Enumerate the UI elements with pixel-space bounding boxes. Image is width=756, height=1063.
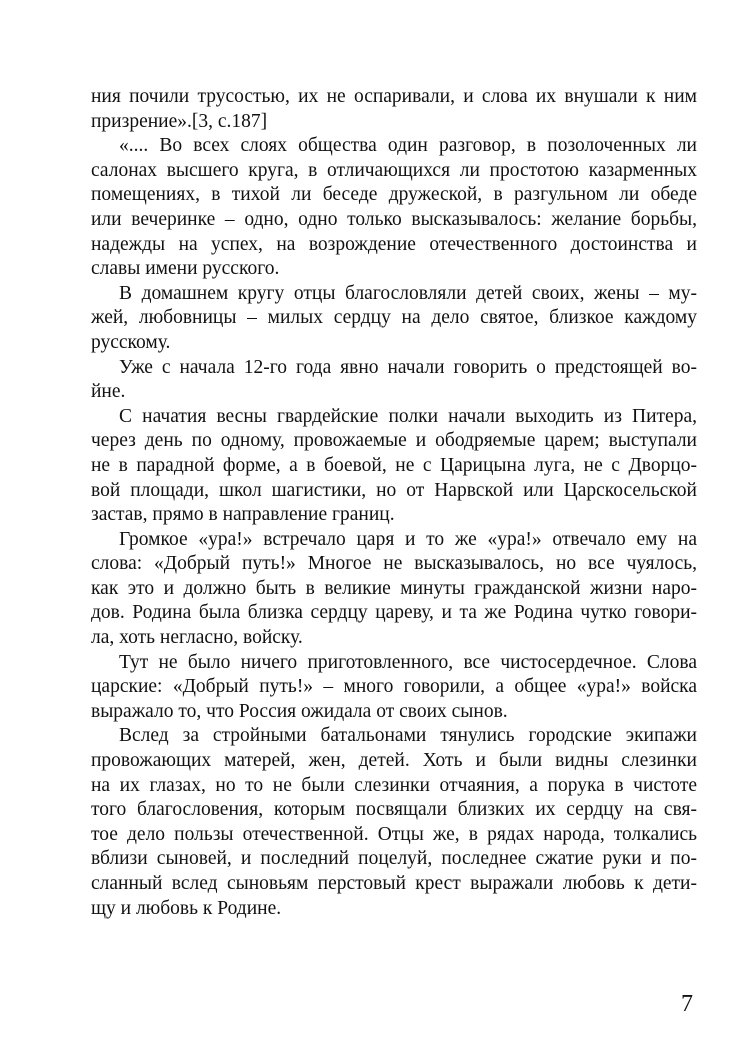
text-line: жей, любовницы – милых сердцу на дело святое, близкое каждому: [91, 307, 697, 329]
text-line: провожающих матерей, жен, детей. Хоть и были видны слезинки: [91, 750, 697, 772]
text-line: щу и любовь к Родине.: [91, 897, 282, 919]
text-line: вой площади, школ шагистики, но от Нарвской или Царскосельской: [91, 479, 697, 501]
text-line: через день по одному, провожаемые и ободряемые царем; выступали: [91, 430, 697, 452]
paragraph: [91, 134, 697, 282]
text-line: на их глазах, но то не были слезинки отчаяния, а порука в чистоте: [91, 774, 697, 796]
text-line: ния почили трусостью, их не оспаривали, и слова их внушали к ним: [91, 86, 697, 107]
paragraph: [91, 282, 697, 356]
text-line: помещениях, в тихой ли беседе дружеской, в разгульном ли обеде: [91, 184, 697, 206]
text-line: вблизи сыновей, и последний поцелуй, последнее сжатие руки и по-: [91, 848, 697, 870]
paragraph: [91, 528, 697, 651]
text-line: славы имени русского.: [91, 258, 280, 280]
paragraph: [91, 724, 697, 921]
text-line: Уже с начала 12-го года явно начали говорить о предстоящей во-: [119, 356, 697, 378]
text-line: царские: «Добрый путь!» – много говорили, а общее «ура!» войска: [91, 676, 697, 698]
paragraph: [91, 356, 697, 405]
text-line: Вслед за стройными батальонами тянулись городские экипажи: [119, 725, 697, 747]
text-line: Громкое «ура!» встречало царя и то же «ура!» отвечало ему на: [119, 528, 697, 550]
text-line: или вечеринке – одно, одно только высказывалось: желание борьбы,: [91, 208, 697, 230]
text-line: ла, хоть негласно, войску.: [91, 627, 303, 649]
text-line: «.... Во всех слоях общества один разговор, в позолоченных ли: [119, 135, 697, 157]
text-line: Тут не было ничего приготовленного, все чистосердечное. Слова: [119, 651, 697, 673]
text-line: призрение».[3, с.187]: [91, 110, 268, 132]
text-line: сланный вслед сыновьям перстовый крест выражали любовь к дети-: [91, 873, 697, 894]
text-line: тое дело пользы отечественной. Отцы же, в рядах народа, толкались: [91, 823, 697, 845]
text-line: слова: «Добрый путь!» Многое не высказывалось, но все чуялось,: [91, 553, 697, 575]
paragraph: [91, 405, 697, 528]
text-line: не в парадной форме, а в боевой, не с Царицына луга, не с Дворцо-: [91, 454, 697, 476]
text-line: С начатия весны гвардейские полки начали выходить из Питера,: [119, 405, 697, 427]
paragraph: [91, 85, 697, 134]
page-number: 7: [681, 991, 693, 1017]
text-line: того благословения, которым посвящали близких их сердцу на свя-: [91, 799, 697, 821]
text-line: йне.: [91, 381, 126, 403]
text-line: застав, прямо в направление границ.: [91, 504, 395, 526]
page-body: [91, 85, 697, 921]
text-line: надежды на успех, на возрождение отечественного достоинства и: [91, 233, 697, 255]
text-line: дов. Родина была близка сердцу цареву, и та же Родина чутко говори-: [91, 602, 697, 624]
paragraph: [91, 651, 697, 725]
text-line: В домашнем кругу отцы благословляли детей своих, жены – му-: [119, 282, 697, 304]
text-line: русскому.: [91, 331, 171, 353]
text-line: как это и должно быть в великие минуты гражданской жизни наро-: [91, 577, 697, 599]
text-line: салонах высшего круга, в отличающихся ли простотою казарменных: [91, 159, 697, 181]
text-line: выражало то, что Россия ожидала от своих сынов.: [91, 700, 508, 722]
